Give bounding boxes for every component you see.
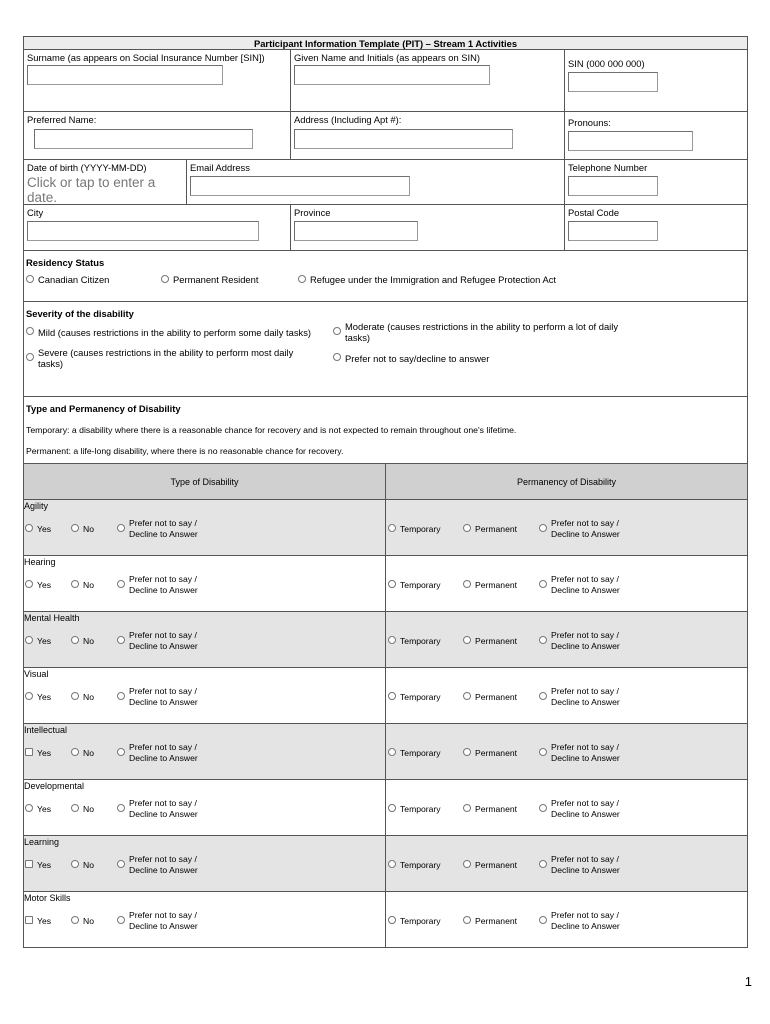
prefer-line-2: Decline to Answer — [129, 865, 198, 875]
option-prefer-not[interactable] — [117, 518, 198, 540]
prefer-line-2: Decline to Answer — [129, 585, 198, 595]
disability-type-label: Mental Health — [24, 613, 80, 623]
option-prefer-not[interactable] — [117, 686, 198, 708]
preferred-row — [24, 112, 747, 160]
prefer-line-1: Prefer not to say / — [129, 518, 197, 528]
type-options — [25, 630, 198, 652]
permanent-description: Permanent: a life-long disability, where there is no reasonable chance for recovery. — [26, 446, 344, 456]
prefer-line-1: Prefer not to say / — [129, 686, 197, 696]
postal-code-input[interactable] — [568, 221, 658, 241]
option-temporary[interactable]: Temporary — [388, 748, 463, 758]
radio-icon — [388, 524, 396, 532]
radio-icon — [388, 916, 396, 924]
radio-icon — [117, 636, 125, 644]
type-cell — [24, 668, 386, 723]
radio-icon — [25, 916, 33, 924]
prefer-line-2: Decline to Answer — [551, 753, 620, 763]
option-no[interactable]: No — [71, 804, 117, 814]
radio-icon — [117, 804, 125, 812]
location-row — [24, 205, 747, 251]
prefer-line-2: Decline to Answer — [551, 865, 620, 875]
radio-icon — [71, 580, 79, 588]
permanency-cell — [386, 780, 747, 835]
option-prefer-not[interactable] — [539, 686, 620, 708]
radio-icon — [26, 327, 34, 335]
type-options — [25, 686, 198, 708]
residency-canadian-citizen[interactable]: Canadian Citizen — [26, 274, 161, 285]
disability-row-developmental — [24, 780, 747, 836]
province-input[interactable] — [294, 221, 418, 241]
radio-icon — [388, 692, 396, 700]
disability-row-agility — [24, 500, 747, 556]
disability-type-label: Learning — [24, 837, 60, 847]
severity-mild[interactable]: Mild (causes restrictions in the ability to perform some daily tasks) — [26, 321, 333, 343]
option-yes[interactable]: Yes — [25, 804, 71, 814]
type-options — [25, 518, 198, 540]
prefer-line-1: Prefer not to say / — [551, 630, 619, 640]
radio-icon — [298, 275, 306, 283]
radio-icon — [388, 804, 396, 812]
option-no[interactable]: No — [71, 580, 117, 590]
telephone-label: Telephone Number — [568, 162, 648, 173]
disability-type-label: Intellectual — [24, 725, 68, 735]
severity-row-1 — [26, 321, 745, 343]
province-cell — [291, 205, 565, 250]
given-name-input[interactable] — [294, 65, 490, 85]
permanency-options — [388, 854, 620, 876]
disability-type-label: Agility — [24, 501, 49, 511]
radio-icon — [71, 636, 79, 644]
permanency-cell — [386, 892, 747, 947]
option-prefer-not[interactable] — [117, 798, 198, 820]
radio-icon — [539, 804, 547, 812]
preferred-name-input[interactable] — [34, 129, 253, 149]
severity-row-2 — [26, 347, 745, 369]
residency-options — [26, 274, 745, 285]
type-cell — [24, 780, 386, 835]
option-prefer-not[interactable] — [539, 854, 620, 876]
prefer-line-1: Prefer not to say / — [551, 686, 619, 696]
option-prefer-not[interactable] — [117, 742, 198, 764]
prefer-line-2: Decline to Answer — [129, 809, 198, 819]
radio-icon — [539, 916, 547, 924]
address-label: Address (Including Apt #): — [294, 114, 402, 125]
pronouns-input[interactable] — [568, 131, 693, 151]
radio-icon — [539, 636, 547, 644]
sin-cell — [565, 50, 747, 111]
radio-icon — [161, 275, 169, 283]
address-cell — [291, 112, 565, 159]
radio-icon — [539, 580, 547, 588]
sin-label: SIN (000 000 000) — [568, 58, 645, 69]
radio-icon — [117, 580, 125, 588]
permanency-cell — [386, 556, 747, 611]
option-prefer-not[interactable] — [117, 574, 198, 596]
email-cell — [187, 160, 565, 204]
prefer-line-2: Decline to Answer — [551, 585, 620, 595]
type-cell — [24, 556, 386, 611]
option-prefer-not[interactable] — [117, 854, 198, 876]
permanency-options — [388, 518, 620, 540]
permanency-cell — [386, 668, 747, 723]
type-options — [25, 910, 198, 932]
option-prefer-not[interactable] — [539, 630, 620, 652]
type-options — [25, 854, 198, 876]
residency-title: Residency Status — [26, 257, 105, 268]
option-temporary[interactable]: Temporary — [388, 636, 463, 646]
radio-icon — [463, 580, 471, 588]
type-cell — [24, 724, 386, 779]
option-permanent[interactable]: Permanent — [463, 524, 539, 534]
radio-icon — [388, 636, 396, 644]
radio-icon — [25, 804, 33, 812]
option-prefer-not[interactable] — [539, 798, 620, 820]
option-permanent[interactable]: Permanent — [463, 580, 539, 590]
postal-code-cell — [565, 205, 747, 250]
option-yes[interactable]: Yes — [25, 916, 71, 926]
type-cell — [24, 892, 386, 947]
permanency-options — [388, 574, 620, 596]
postal-code-label: Postal Code — [568, 207, 620, 218]
radio-icon — [26, 353, 34, 361]
option-temporary[interactable]: Temporary — [388, 860, 463, 870]
col-permanency-of-disability: Permanency of Disability — [516, 476, 617, 487]
dob-label: Date of birth (YYYY-MM-DD) — [27, 162, 147, 173]
prefer-line-1: Prefer not to say / — [129, 854, 197, 864]
form-page — [23, 36, 748, 948]
option-temporary[interactable]: Temporary — [388, 692, 463, 702]
option-no[interactable]: No — [71, 524, 117, 534]
radio-icon — [117, 524, 125, 532]
prefer-line-2: Decline to Answer — [551, 697, 620, 707]
option-permanent[interactable]: Permanent — [463, 860, 539, 870]
disability-row-visual — [24, 668, 747, 724]
radio-icon — [71, 916, 79, 924]
option-permanent[interactable]: Permanent — [463, 748, 539, 758]
disability-type-label: Visual — [24, 669, 49, 679]
radio-icon — [463, 524, 471, 532]
surname-input[interactable] — [27, 65, 223, 85]
given-name-label: Given Name and Initials (as appears on SIN) — [294, 52, 481, 63]
option-yes[interactable]: Yes — [25, 692, 71, 702]
option-permanent[interactable]: Permanent — [463, 636, 539, 646]
prefer-line-2: Decline to Answer — [551, 809, 620, 819]
radio-icon — [463, 748, 471, 756]
permanency-cell — [386, 612, 747, 667]
option-prefer-not[interactable] — [117, 910, 198, 932]
radio-icon — [25, 580, 33, 588]
type-options — [25, 574, 198, 596]
option-prefer-not[interactable] — [539, 910, 620, 932]
radio-icon — [388, 748, 396, 756]
radio-icon — [463, 916, 471, 924]
type-permanency-title: Type and Permanency of Disability — [26, 403, 181, 414]
prefer-line-1: Prefer not to say / — [551, 518, 619, 528]
radio-icon — [333, 353, 341, 361]
radio-icon — [388, 860, 396, 868]
residency-refugee[interactable]: Refugee under the Immigration and Refugee Protection Act — [298, 274, 556, 285]
prefer-line-2: Decline to Answer — [129, 697, 198, 707]
severity-moderate[interactable]: Moderate (causes restrictions in the ability to perform a lot of daily tasks) — [333, 321, 645, 343]
radio-icon — [117, 860, 125, 868]
permanency-options — [388, 910, 620, 932]
option-no[interactable]: No — [71, 860, 117, 870]
option-permanent[interactable]: Permanent — [463, 692, 539, 702]
telephone-cell — [565, 160, 747, 204]
form-title: Participant Information Template (PIT) – Stream 1 Activities — [253, 37, 518, 49]
prefer-line-1: Prefer not to say / — [551, 798, 619, 808]
option-yes[interactable]: Yes — [25, 636, 71, 646]
prefer-line-1: Prefer not to say / — [551, 854, 619, 864]
radio-icon — [25, 636, 33, 644]
option-permanent[interactable]: Permanent — [463, 804, 539, 814]
radio-icon — [25, 524, 33, 532]
prefer-line-2: Decline to Answer — [551, 921, 620, 931]
radio-icon — [117, 748, 125, 756]
option-no[interactable]: No — [71, 748, 117, 758]
option-yes[interactable]: Yes — [25, 580, 71, 590]
severity-title: Severity of the disability — [26, 308, 134, 319]
surname-label: Surname (as appears on Social Insurance Number [SIN]) — [27, 52, 265, 63]
residency-permanent-resident[interactable]: Permanent Resident — [161, 274, 298, 285]
city-cell — [24, 205, 291, 250]
type-permanency-section — [24, 397, 747, 464]
radio-icon — [463, 636, 471, 644]
city-label: City — [27, 207, 44, 218]
disability-table-header — [24, 464, 747, 500]
radio-icon — [539, 860, 547, 868]
disability-row-intellectual — [24, 724, 747, 780]
radio-icon — [71, 748, 79, 756]
radio-icon — [71, 804, 79, 812]
prefer-line-1: Prefer not to say / — [129, 630, 197, 640]
radio-icon — [463, 860, 471, 868]
disability-type-label: Developmental — [24, 781, 85, 791]
option-yes[interactable]: Yes — [25, 748, 71, 758]
disability-type-label: Hearing — [24, 557, 56, 567]
radio-icon — [71, 692, 79, 700]
prefer-line-2: Decline to Answer — [551, 641, 620, 651]
email-label: Email Address — [190, 162, 250, 173]
prefer-line-1: Prefer not to say / — [129, 742, 197, 752]
preferred-name-cell — [24, 112, 291, 159]
type-cell — [24, 836, 386, 891]
severity-section — [24, 302, 747, 397]
form-title-row — [24, 36, 747, 50]
type-cell — [24, 500, 386, 555]
email-input[interactable] — [190, 176, 410, 196]
option-temporary[interactable]: Temporary — [388, 916, 463, 926]
severity-prefer-not[interactable]: Prefer not to say/decline to answer — [333, 347, 645, 369]
option-permanent[interactable]: Permanent — [463, 916, 539, 926]
disability-table-body — [24, 500, 747, 948]
option-temporary[interactable]: Temporary — [388, 580, 463, 590]
type-options — [25, 798, 198, 820]
option-no[interactable]: No — [71, 916, 117, 926]
radio-icon — [463, 804, 471, 812]
radio-icon — [26, 275, 34, 283]
permanency-options — [388, 630, 620, 652]
permanency-cell — [386, 724, 747, 779]
radio-icon — [25, 860, 33, 868]
radio-icon — [539, 692, 547, 700]
surname-cell — [24, 50, 291, 111]
prefer-line-1: Prefer not to say / — [129, 798, 197, 808]
option-temporary[interactable]: Temporary — [388, 524, 463, 534]
prefer-line-2: Decline to Answer — [551, 529, 620, 539]
disability-type-label: Motor Skills — [24, 893, 71, 903]
residency-section — [24, 251, 747, 302]
radio-icon — [117, 916, 125, 924]
prefer-line-1: Prefer not to say / — [551, 742, 619, 752]
prefer-line-1: Prefer not to say / — [129, 910, 197, 920]
radio-icon — [25, 748, 33, 756]
radio-icon — [71, 860, 79, 868]
city-input[interactable] — [27, 221, 259, 241]
prefer-line-2: Decline to Answer — [129, 753, 198, 763]
option-prefer-not[interactable] — [117, 630, 198, 652]
disability-row-motor-skills — [24, 892, 747, 948]
province-label: Province — [294, 207, 331, 218]
temporary-description: Temporary: a disability where there is a reasonable chance for recovery and is not expected to remain throughout one's lifetime. — [26, 425, 517, 435]
radio-icon — [539, 748, 547, 756]
radio-icon — [25, 692, 33, 700]
prefer-line-1: Prefer not to say / — [551, 574, 619, 584]
option-prefer-not[interactable] — [539, 574, 620, 596]
col-type-of-disability: Type of Disability — [24, 464, 386, 499]
radio-icon — [463, 692, 471, 700]
disability-row-mental-health — [24, 612, 747, 668]
prefer-line-2: Decline to Answer — [129, 921, 198, 931]
severity-severe[interactable]: Severe (causes restrictions in the ability to perform most daily tasks) — [26, 347, 333, 369]
option-prefer-not[interactable] — [539, 518, 620, 540]
permanency-cell — [386, 500, 747, 555]
pronouns-label: Pronouns: — [568, 117, 611, 128]
given-name-cell — [291, 50, 565, 111]
radio-icon — [71, 524, 79, 532]
sin-input[interactable] — [568, 72, 658, 92]
telephone-input[interactable] — [568, 176, 658, 196]
option-no[interactable]: No — [71, 636, 117, 646]
permanency-options — [388, 798, 620, 820]
radio-icon — [117, 692, 125, 700]
option-yes[interactable]: Yes — [25, 524, 71, 534]
radio-icon — [539, 524, 547, 532]
option-prefer-not[interactable] — [539, 742, 620, 764]
prefer-line-1: Prefer not to say / — [551, 910, 619, 920]
page-number: 1 — [744, 974, 752, 989]
type-cell — [24, 612, 386, 667]
radio-icon — [388, 580, 396, 588]
prefer-line-2: Decline to Answer — [129, 529, 198, 539]
dob-date-picker[interactable]: Click or tap to enter a date. — [27, 175, 156, 205]
permanency-options — [388, 686, 620, 708]
disability-row-hearing — [24, 556, 747, 612]
dob-cell — [24, 160, 187, 204]
disability-row-learning — [24, 836, 747, 892]
type-options — [25, 742, 198, 764]
preferred-name-label: Preferred Name: — [27, 114, 97, 125]
address-input[interactable] — [294, 129, 513, 149]
prefer-line-1: Prefer not to say / — [129, 574, 197, 584]
permanency-cell — [386, 836, 747, 891]
pronouns-cell — [565, 112, 747, 159]
option-temporary[interactable]: Temporary — [388, 804, 463, 814]
name-row — [24, 50, 747, 112]
radio-icon — [333, 327, 341, 335]
option-no[interactable]: No — [71, 692, 117, 702]
permanency-options — [388, 742, 620, 764]
option-yes[interactable]: Yes — [25, 860, 71, 870]
prefer-line-2: Decline to Answer — [129, 641, 198, 651]
contact-row — [24, 160, 747, 205]
